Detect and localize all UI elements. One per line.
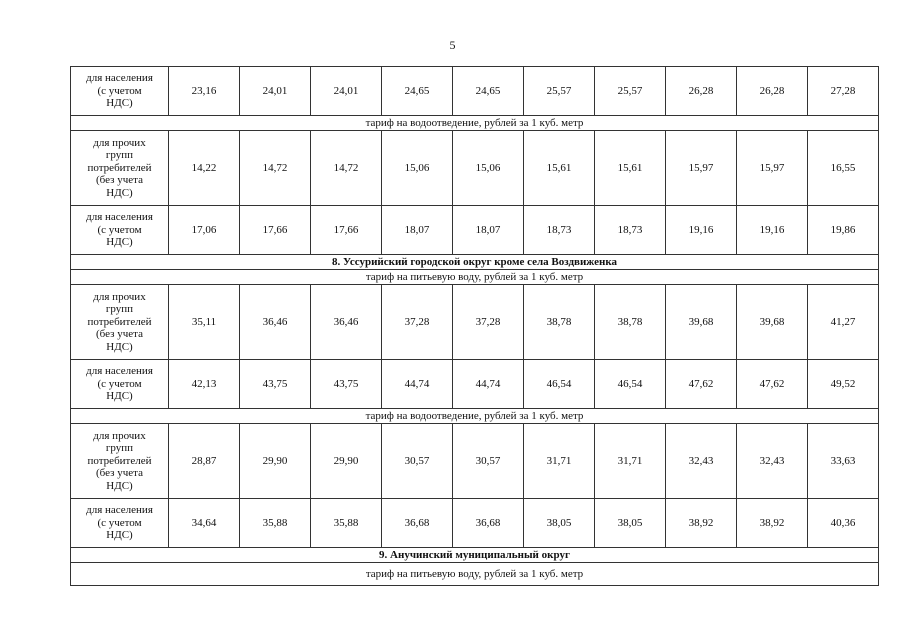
tariff-value-cell: 17,06 [169, 206, 240, 255]
tariff-value-cell: 18,07 [382, 206, 453, 255]
tariff-value-cell: 17,66 [240, 206, 311, 255]
tariff-type-label: тариф на водоотведение, рублей за 1 куб. метр [71, 116, 879, 131]
tariff-value-cell: 28,87 [169, 424, 240, 499]
tariff-value-cell: 35,11 [169, 285, 240, 360]
tariff-value-cell: 36,68 [382, 499, 453, 548]
tariff-value-cell: 19,16 [666, 206, 737, 255]
tariff-value-cell: 24,65 [382, 67, 453, 116]
tariff-value-cell: 15,06 [382, 131, 453, 206]
consumer-group-label: для населения (с учетом НДС) [71, 206, 169, 255]
tariff-type-row [71, 270, 879, 285]
section-heading-row [71, 548, 879, 563]
tariff-value-cell: 32,43 [737, 424, 808, 499]
tariff-value-cell: 18,73 [595, 206, 666, 255]
tariff-value-cell: 39,68 [737, 285, 808, 360]
tariff-value-cell: 25,57 [524, 67, 595, 116]
consumer-group-label: для населения (с учетом НДС) [71, 499, 169, 548]
table-row [71, 206, 879, 255]
tariff-value-cell: 32,43 [666, 424, 737, 499]
tariff-value-cell: 16,55 [808, 131, 879, 206]
tariff-value-cell: 38,78 [595, 285, 666, 360]
tariff-value-cell: 36,46 [311, 285, 382, 360]
tariff-value-cell: 31,71 [524, 424, 595, 499]
tariff-value-cell: 46,54 [595, 360, 666, 409]
tariff-value-cell: 29,90 [240, 424, 311, 499]
consumer-group-label: для прочих групп потребителей (без учета НДС) [71, 424, 169, 499]
consumer-group-label: для прочих групп потребителей (без учета НДС) [71, 285, 169, 360]
tariff-value-cell: 43,75 [311, 360, 382, 409]
tariff-value-cell: 18,07 [453, 206, 524, 255]
tariff-value-cell: 26,28 [666, 67, 737, 116]
tariff-value-cell: 35,88 [311, 499, 382, 548]
tariff-value-cell: 42,13 [169, 360, 240, 409]
tariff-value-cell: 25,57 [595, 67, 666, 116]
page-number: 5 [449, 38, 456, 52]
consumer-group-label: для прочих групп потребителей (без учета НДС) [71, 131, 169, 206]
tariff-value-cell: 41,27 [808, 285, 879, 360]
tariff-value-cell: 39,68 [666, 285, 737, 360]
tariff-value-cell: 24,65 [453, 67, 524, 116]
tariff-value-cell: 23,16 [169, 67, 240, 116]
tariff-table [70, 66, 879, 586]
table-row [71, 285, 879, 360]
table-row [71, 67, 879, 116]
tariff-value-cell: 43,75 [240, 360, 311, 409]
consumer-group-label: для населения (с учетом НДС) [71, 360, 169, 409]
section-heading: 8. Уссурийский городской округ кроме села Воздвиженка [71, 255, 879, 270]
tariff-value-cell: 30,57 [453, 424, 524, 499]
tariff-value-cell: 29,90 [311, 424, 382, 499]
tariff-value-cell: 37,28 [453, 285, 524, 360]
tariff-value-cell: 17,66 [311, 206, 382, 255]
section-heading: 9. Анучинский муниципальный округ [71, 548, 879, 563]
tariff-value-cell: 49,52 [808, 360, 879, 409]
tariff-value-cell: 36,68 [453, 499, 524, 548]
tariff-type-row [71, 409, 879, 424]
tariff-value-cell: 15,97 [666, 131, 737, 206]
tariff-value-cell: 46,54 [524, 360, 595, 409]
tariff-value-cell: 38,78 [524, 285, 595, 360]
table-row [71, 499, 879, 548]
tariff-type-label: тариф на питьевую воду, рублей за 1 куб. метр [71, 563, 879, 586]
tariff-value-cell: 38,05 [595, 499, 666, 548]
tariff-type-label: тариф на водоотведение, рублей за 1 куб. метр [71, 409, 879, 424]
tariff-value-cell: 38,92 [737, 499, 808, 548]
tariff-value-cell: 31,71 [595, 424, 666, 499]
tariff-value-cell: 27,28 [808, 67, 879, 116]
tariff-value-cell: 30,57 [382, 424, 453, 499]
table-row [71, 131, 879, 206]
tariff-value-cell: 38,05 [524, 499, 595, 548]
tariff-table-body [71, 67, 879, 586]
tariff-value-cell: 14,72 [240, 131, 311, 206]
tariff-value-cell: 37,28 [382, 285, 453, 360]
tariff-value-cell: 44,74 [382, 360, 453, 409]
tariff-type-label: тариф на питьевую воду, рублей за 1 куб. метр [71, 270, 879, 285]
tariff-value-cell: 14,72 [311, 131, 382, 206]
tariff-value-cell: 44,74 [453, 360, 524, 409]
tariff-value-cell: 26,28 [737, 67, 808, 116]
consumer-group-label: для населения (с учетом НДС) [71, 67, 169, 116]
tariff-value-cell: 33,63 [808, 424, 879, 499]
tariff-value-cell: 38,92 [666, 499, 737, 548]
tariff-value-cell: 34,64 [169, 499, 240, 548]
table-row [71, 360, 879, 409]
tariff-value-cell: 24,01 [311, 67, 382, 116]
tariff-value-cell: 15,97 [737, 131, 808, 206]
tariff-value-cell: 35,88 [240, 499, 311, 548]
section-heading-row [71, 255, 879, 270]
tariff-value-cell: 15,61 [524, 131, 595, 206]
tariff-value-cell: 47,62 [737, 360, 808, 409]
tariff-value-cell: 18,73 [524, 206, 595, 255]
tariff-value-cell: 15,06 [453, 131, 524, 206]
tariff-value-cell: 15,61 [595, 131, 666, 206]
tariff-value-cell: 19,16 [737, 206, 808, 255]
tariff-value-cell: 19,86 [808, 206, 879, 255]
tariff-type-row [71, 116, 879, 131]
tariff-value-cell: 14,22 [169, 131, 240, 206]
tariff-value-cell: 24,01 [240, 67, 311, 116]
tariff-value-cell: 40,36 [808, 499, 879, 548]
tariff-value-cell: 47,62 [666, 360, 737, 409]
tariff-value-cell: 36,46 [240, 285, 311, 360]
table-row [71, 424, 879, 499]
tariff-type-row [71, 563, 879, 586]
